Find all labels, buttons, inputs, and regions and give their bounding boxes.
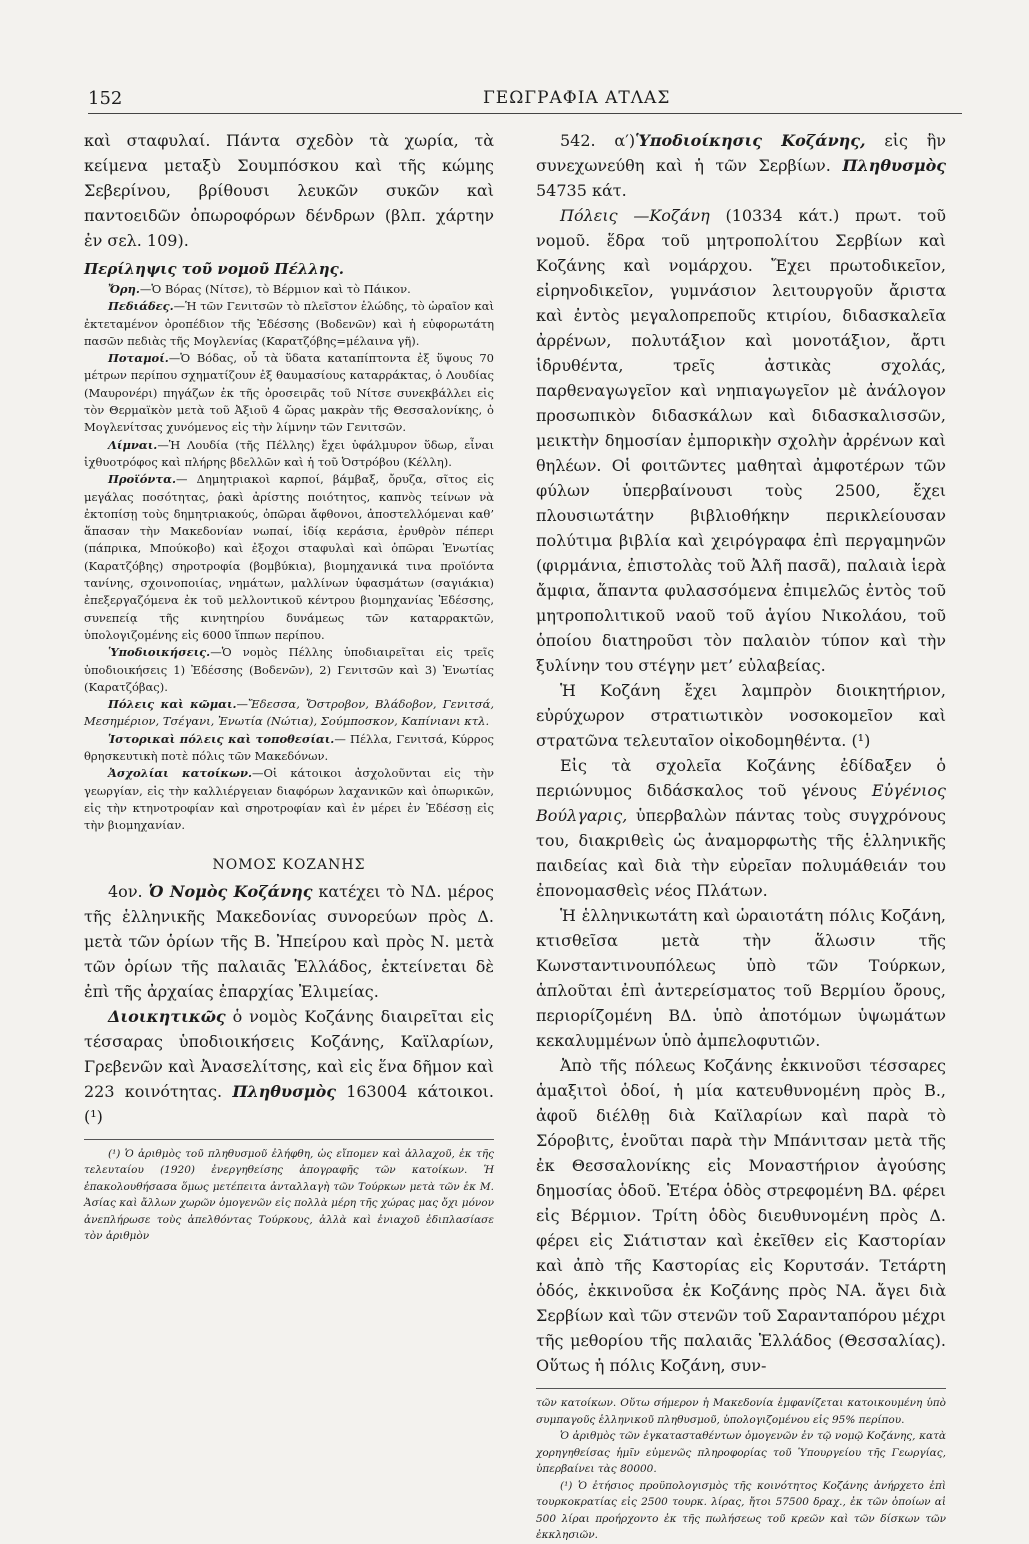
kozani-p2-text: ὁ νομὸς Κοζάνης διαιρεῖται εἰς τέσσαρας ὑποδιοικήσεις Κοζάνης, Καϊλαρίων, Γρεβενῶν καὶ Ἀνασελίτσης, καὶ εἰς ἕνα δῆμον καὶ 223 κοινότητας. xyxy=(84,1006,494,1101)
running-title: ΓΕΩΓΡΑΦΙΑ ΑΤΛΑΣ xyxy=(483,88,671,108)
subprefectures-text: —Ὁ νομὸς Πέλλης ὑποδιαιρεῖται εἰς τρεῖς ὑποδιοικήσεις 1) Ἐδέσσης (Βοδενῶν), 2) Γενιτσῶν καὶ 3) Ἐνωτίας (Καρατζόβας). xyxy=(84,645,494,694)
right-p1-text2: 54735 κάτ. xyxy=(536,181,627,200)
kozani-buildings-paragraph: Ἡ Κοζάνη ἔχει λαμπρὸν διοικητήριον, εὐρύχωρον στρατιωτικὸν νοσοκομεῖον καὶ στρατῶνα τελευταῖον οἰκοδομηθέντα. (¹) xyxy=(536,681,946,750)
lakes-text: —Ἡ Λουδία (τῆς Πέλλης) ἔχει ὑφάλμυρον ὕδωρ, εἶναι ἰχθυοτρόφος καὶ πλήρης βδελλῶν καὶ ἡ τοῦ Ὀστρόβου (Κέλλη). xyxy=(84,437,494,469)
header-rule xyxy=(88,113,962,114)
subprefectures-label: Ὑποδιοικήσεις. xyxy=(108,645,211,660)
right-p2-town: —Κοζάνη xyxy=(633,206,710,225)
mountains-entry xyxy=(84,281,494,298)
towns-entry xyxy=(84,696,494,731)
left-footnote-rule xyxy=(84,1139,494,1140)
subprefectures-entry xyxy=(84,644,494,696)
right-p1-text: εἰς ἣν συνεχωνεύθη καὶ ἡ τῶν Σερβίων. xyxy=(536,131,947,175)
rivers-text: —Ὁ Βόδας, οὗ τὰ ὕδατα καταπίπτοντα ἐξ ὕψους 70 μέτρων περίπου σχηματίζουν ἐξ θαυμασίους καταρράκτας, ὁ Λουδίας (Μαυρονέρι) πηγάζων ἐκ τῆς ὀροσειρᾶς τοῦ Νίτσε συνεκβάλλει εἰς τὸν Θερμαϊκὸν μετὰ τοῦ Ἀξιοῦ 4 ὥρας μακρὰν τῆς Θεσσαλονίκης, ὁ Μογλενίτσας χυνόμενος εἰς τὴν λίμνην τῶν Γενιτσῶν. xyxy=(84,351,494,435)
rivers-label: Ποταμοί. xyxy=(108,351,169,366)
kozani-p2-text2: 163004 κάτοικοι. (¹) xyxy=(84,1081,495,1126)
right-footnote-continuation: τῶν κατοίκων. Οὕτω σήμερον ἡ Μακεδονία ἐμφανίζεται κατοικουμένη ὑπὸ συμπαγοῦς ἑλληνικοῦ πληθυσμοῦ, ὑπολογιζομένου εἰς 95% περίπου. xyxy=(536,1397,946,1426)
right-footnote-budget: (¹) Ὁ ἐτήσιος προϋπολογισμὸς τῆς κοινότητος Κοζάνης ἀνήρχετο ἐπὶ τουρκοκρατίας εἰς 2500 τουρκ. λίρας, ἤτοι 57500 δραχ., ἐκ τῶν ὁποίων αἱ 500 λίραι προήρχοντο ἐκ τῆς πωλήσεως τοῦ κρεῶν καὶ τῶν δίσκων τῶν ἐκκλησιῶν. xyxy=(536,1479,946,1541)
kozani-p1-number: 4ον. xyxy=(108,881,143,901)
plains-entry xyxy=(84,298,494,350)
kozani-p1-bold: Ὁ Νομὸς Κοζάνης xyxy=(148,881,313,901)
kozani-admin-paragraph xyxy=(84,1004,494,1129)
occupations-label: Ἀσχολίαι κατοίκων. xyxy=(108,766,252,781)
kozani-intro-paragraph xyxy=(84,879,494,1004)
right-footnote-note: Ὁ ἀριθμὸς τῶν ἐγκατασταθέντων ὁμογενῶν ἐν τῷ νομῷ Κοζάνης, κατὰ χορηγηθείσας ἡμῖν εὐμενῶς πληροφορίας τοῦ Ὑπουργείου τῆς Γεωργίας, ὑπερβαίνει τὰς 80000. xyxy=(536,1430,946,1475)
kozani-teacher-paragraph xyxy=(536,753,946,903)
left-column xyxy=(84,128,494,1245)
right-p4-name: Εὐγένιος Βούλγαρις, xyxy=(536,781,946,825)
right-p1-number: 542. α′) xyxy=(560,131,636,150)
towns-label: Πόλεις καὶ κῶμαι. xyxy=(108,697,237,712)
historic-entry xyxy=(84,731,494,766)
occupations-text: —Οἱ κάτοικοι ἀσχολοῦνται εἰς τὴν γεωργίαν, εἰς τὴν καλλιέργειαν διαφόρων λαχανικῶν καὶ ὀπωρικῶν, εἰς τὴν κτηνοτροφίαν καὶ σηροτροφίαν καὶ ἐν μέρει ἐν Ἐδέσσῃ εἰς τὴν βιομηχανίαν. xyxy=(84,766,494,833)
pella-summary-heading: Περίληψις τοῦ νομοῦ Πέλλης. xyxy=(84,260,345,278)
lakes-label: Λίμναι. xyxy=(108,437,158,452)
kozani-subprefecture-paragraph xyxy=(536,128,946,203)
kozani-p1-text: κατέχει τὸ ΝΔ. μέρος τῆς ἑλληνικῆς Μακεδονίας συνορεύων πρὸς Δ. μετὰ τῶν ὁρίων τῆς Β. Ἠπείρου καὶ πρὸς Ν. μετὰ τῶν ὁρίων τῆς παλαιᾶς Ἑλλάδος, ἐκτείνεται δὲ ἐπὶ τῆς ἀρχαίας ἐπαρχίας Ἐλιμείας. xyxy=(84,881,495,1001)
kozani-p2-bold: Διοικητικῶς xyxy=(108,1006,226,1026)
left-footnote: (¹) Ὁ ἀριθμὸς τοῦ πληθυσμοῦ ἐλήφθη, ὡς εἴπομεν καὶ ἀλλαχοῦ, ἐκ τῆς τελευταίου (1920) ἐνεργηθείσης ἀπογραφῆς τῶν κατοίκων. Ἡ ἐπακολουθήσασα ὅμως μετέπειτα ἀνταλλαγὴ τῶν Τούρκων μετὰ τῶν ἐκ Μ. Ἀσίας καὶ ἄλλων χωρῶν ὁμογενῶν εἰς πολλὰ μέρη τῆς χώρας μας ὄχι μόνον ἀνεπλήρωσε τοὺς ἀπελθόντας Τούρκους, ἀλλὰ καὶ ἐνιαχοῦ ἐδιπλασίασε τὸν ἀριθμὸν xyxy=(84,1147,494,1242)
products-entry xyxy=(84,471,494,644)
products-text: — Δημητριακοὶ καρποί, βάμβαξ, ὄρυζα, σῖτος εἰς μεγάλας ποσότητας, ῥακὶ ἀρίστης ποιότητος, καπνὸς τείνων νὰ ἐκτοπίσῃ τοὺς δημητριακούς, ὀπῶραι ἄφθονοι, ἀποστελλόμεναι καθ’ ἅπασαν τὴν Μακεδονίαν νωπαί, ἰδίᾳ κεράσια, ἐρυθρὸν πέπερι (πάπρικα, Μπούκοβο) καὶ ἐξοχοι σταφυλαὶ καὶ ὀπῶραι Ἐνωτίας (Καρατζόβης) σηροτροφία (βομβύκια), βιομηχανικά τινα προϊόντα τανίνης, σχοινοποιίας, νημάτων, μαλλίνων ὑφασμάτων (σαγιάκια) ἐπεξεργαζόμενα ἐκ τοῦ μελλοντικοῦ κέντρου βιομηχανίας Ἐδέσσης, συνεπείᾳ τῆς κινητηρίου δυνάμεως τῶν καταρρακτῶν, ὑπολογιζομένης εἰς 6000 ἵππων περίπου. xyxy=(84,472,494,642)
kozani-roads-paragraph: Ἀπὸ τῆς πόλεως Κοζάνης ἐκκινοῦσι τέσσαρες ἁμαξιτοὶ ὁδοί, ἡ μία κατευθυνομένη πρὸς Β., ἀφοῦ διέλθῃ διὰ Καϊλαρίων καὶ παρὰ τὸ Σόροβιτς, ἑνοῦται παρὰ τὴν Μπάνιτσαν μετὰ τῆς ἐκ Θεσσαλονίκης εἰς Μοναστήριον ἀγούσης δημοσίας ὁδοῦ. Ἑτέρα ὁδὸς στρεφομένη ΒΔ. φέρει εἰς Βέρμιον. Τρίτη ὁδὸς διευθυνομένη πρὸς Δ. φέρει εἰς Σιάτισταν καὶ ἐκεῖθεν εἰς Καστορίαν καὶ ἀπὸ τῆς Καστορίας εἰς Κορυτσάν. Τετάρτη ὁδός, ἐκκινοῦσα ἐκ Κοζάνης πρὸς ΝΑ. ἄγει διὰ Σερβίων καὶ τῶν στενῶν τοῦ Σαρανταπόρου μέχρι τῆς μεθορίου τῆς παλαιᾶς Ἑλλάδος (Θεσσαλίας). Οὕτως ἡ πόλις Κοζάνη, συν- xyxy=(536,1056,946,1375)
historic-text: — Πέλλα, Γενιτσά, Κύρρος θρησκευτικὴ ποτὲ πόλις τῶν Μακεδόνων. xyxy=(84,731,494,764)
rivers-entry xyxy=(84,350,494,436)
right-column xyxy=(536,128,946,1544)
kozani-town-paragraph xyxy=(536,203,946,678)
kozani-section-title: ΝΟΜΟΣ ΚΟΖΑΝΗΣ xyxy=(212,856,366,873)
right-p2-text: (10334 κάτ.) πρωτ. τοῦ νομοῦ. ἕδρα τοῦ μητροπολίτου Σερβίων καὶ Κοζάνης καὶ νομάρχου. Ἔχει πρωτοδικεῖον, εἰρηνοδικεῖον, γυμνάσιον λειτουργοῦν ἄριστα καὶ ἐντὸς μεγαλοπρεποῦς κτιρίου, διδασκαλεῖα ἀρρένων, πολυτάξιον καὶ μονοτάξιον, ἄρτι ἱδρυθέντα, τρεῖς ἀστικὰς σχολάς, παρθεναγωγεῖον καὶ νηπιαγωγεῖον μὲ ἀνάλογον προσωπικὸν διδασκάλων καὶ διδασκαλισσῶν, μεικτὴν δημοσίαν ἐμπορικὴν σχολὴν ἀρρένων καὶ θηλέων. Οἱ φοιτῶντες μαθηταὶ ἀμφοτέρων τῶν φύλων ὑπερβαίνουσι τοὺς 2500, ἔχει πλουσιωτάτην βιβλιοθήκην περικλείουσαν πολύτιμα βιβλία καὶ χειρόγραφα ἐπὶ περγαμηνῶν (φιρμάνια, ἐπιστολὰς τοῦ Ἀλῆ πασᾶ), παλαιὰ ἱερὰ ἄμφια, ἅπαντα φυλασσόμενα ἐπιμελῶς ἐντὸς τοῦ μητροπολιτικοῦ ναοῦ τοῦ ἁγίου Νικολάου, τοῦ ὁποίου διατηροῦσι τὸν παλαιὸν τύπον καὶ τὴν ξυλίνην του στέγην μετ’ εὐλαβείας. xyxy=(536,206,946,675)
right-footnote-rule xyxy=(536,1388,946,1389)
page-number: 152 xyxy=(88,88,123,109)
mountains-label: Ὄρη. xyxy=(108,282,140,296)
plains-label: Πεδιάδες. xyxy=(108,299,174,314)
towns-text: —Ἔδεσσα, Ὄστροβον, Βλάδοβον, Γενιτσά, Μεσημέριον, Τσέγανι, Ἐνωτία (Νώτια), Σούμποσκον, Καπίνιανι κτλ. xyxy=(84,697,494,729)
historic-label: Ἱστορικαὶ πόλεις καὶ τοποθεσίαι. xyxy=(108,731,335,746)
kozani-p2-bold2: Πληθυσμὸς xyxy=(232,1081,336,1101)
intro-paragraph: καὶ σταφυλαί. Πάντα σχεδὸν τὰ χωρία, τὰ κείμενα μεταξὺ Σουμπόσκου καὶ τῆς κώμης Σεβερίνου, βρίθουσι λευκῶν συκῶν καὶ παντοειδῶν ὀπωροφόρων δένδρων (βλπ. χάρτην ἐν σελ. 109). xyxy=(84,131,494,250)
products-label: Προϊόντα. xyxy=(108,472,176,487)
kozani-history-paragraph: Ἡ ἑλληνικωτάτη καὶ ὡραιοτάτη πόλις Κοζάνη, κτισθεῖσα μετὰ τὴν ἅλωσιν τῆς Κωνσταντινουπόλεως ὑπὸ τῶν Τούρκων, ἁπλοῦται ἐπὶ ἀντερείσματος τοῦ Βερμίου ὄρους, περιορίζομένη ΒΔ. ὑπὸ ἀποτόμων ὑψωμάτων κεκαλυμμένων ὑπὸ ἀμπελοφυτιῶν. xyxy=(536,906,946,1050)
right-p4-a: Εἰς τὰ σχολεῖα Κοζάνης ἐδίδαξεν ὁ περιώνυμος διδάσκαλος τοῦ γένους xyxy=(536,756,946,800)
right-p1-bold: Ὑποδιοίκησις Κοζάνης, xyxy=(635,131,866,150)
plains-text: —Ἡ τῶν Γενιτσῶν τὸ πλεῖστον ἑλώδης, τὸ ὡραῖον καὶ ἐκτεταμένον ὀροπέδιον τῆς Ἐδέσσης (Βοδενῶν) καὶ ἡ εὐφορωτάτη πασῶν πεδιὰς τῆς Μογλενίας (Καρατζόβης=μέλαινα γῆ). xyxy=(84,299,494,348)
occupations-entry xyxy=(84,765,494,834)
right-p4-b: ὑπερβαλὼν πάντας τοὺς συγχρόνους του, διακριθεὶς ὡς ἀναμορφωτὴς τῆς ἑλληνικῆς παιδείας καὶ διὰ τὴν εὐρεῖαν πολυμάθειάν του ἐπονομασθεὶς νέος Πλάτων. xyxy=(536,806,946,900)
right-p2-label: Πόλεις xyxy=(560,206,618,225)
mountains-text: —Ὁ Βόρας (Νίτσε), τὸ Βέρμιον καὶ τὸ Πάικον. xyxy=(139,282,411,296)
lakes-entry xyxy=(84,437,494,472)
right-p1-bold2: Πληθυσμὸς xyxy=(842,156,947,175)
